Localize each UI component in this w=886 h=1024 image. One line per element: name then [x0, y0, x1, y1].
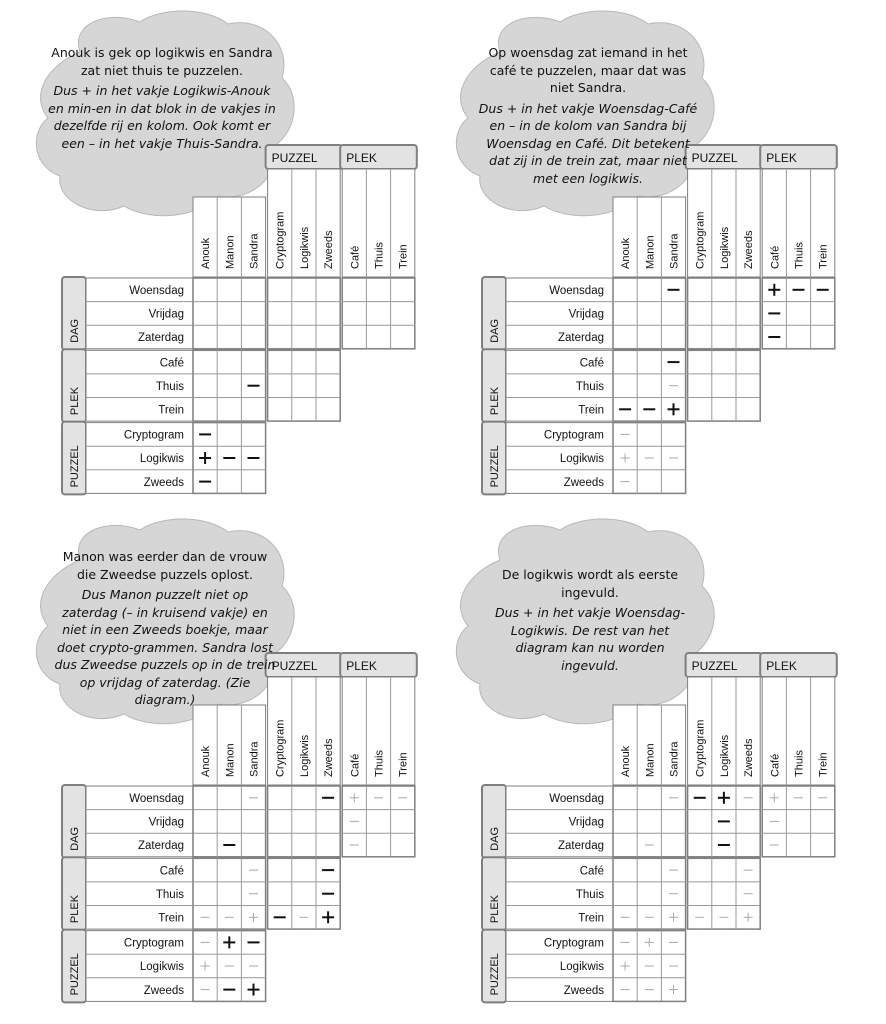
column-header-label: Manon [644, 235, 657, 269]
column-header-label: Trein [397, 244, 410, 269]
column-header-label: Anouk [620, 745, 633, 777]
puzzel-group-label: PUZZEL [69, 953, 81, 996]
cell-block [613, 786, 686, 857]
cell-block [268, 278, 341, 349]
row-label: Thuis [155, 888, 184, 901]
column-header-label: Manon [224, 743, 237, 777]
row-label: Trein [578, 404, 604, 417]
hint-statement: De logikwis wordt als eerste ingevuld. [501, 567, 679, 600]
column-header-label: Logikwis [298, 734, 311, 777]
row-label: Café [159, 865, 184, 878]
puzzel-header-label: PUZZEL [691, 151, 738, 165]
cell-block [268, 350, 341, 421]
hint-explanation: Dus + in het vakje Woensdag-Café en – in de kolom van Sandra bij Woensdag en Café. Dit betekent dat zij in de trein zat, maar niet met een logikwis. [478, 100, 698, 186]
cell-block [193, 786, 266, 857]
plek-header-label: PLEK [766, 151, 797, 165]
dag-group-label: DAG [69, 318, 81, 343]
puzzel-header-label: PUZZEL [271, 659, 318, 673]
plek-header-label: PLEK [766, 659, 797, 673]
column-header-label: Sandra [248, 741, 261, 777]
row-label: Trein [578, 912, 604, 925]
row-label: Woensdag [549, 285, 604, 297]
row-label: Logikwis [559, 961, 604, 974]
column-header-label: Café [769, 245, 782, 269]
cell-block [268, 786, 341, 857]
row-label: Vrijdag [568, 816, 604, 829]
column-header-label: Manon [644, 743, 657, 777]
column-header-label: Manon [224, 235, 237, 269]
column-header-label: Thuis [793, 242, 806, 269]
puzzle-panel-4 [420, 508, 860, 1020]
dag-group-label: DAG [69, 826, 81, 851]
column-header-label: Anouk [620, 237, 633, 269]
row-label: Vrijdag [148, 308, 184, 321]
row-label: Café [579, 865, 604, 878]
row-label: Café [159, 357, 184, 370]
row-label: Cryptogram [543, 937, 604, 950]
column-header-label: Cryptogram [694, 719, 707, 777]
puzzle-panel-3 [0, 508, 440, 1020]
column-header-label: Zweeds [323, 738, 336, 777]
column-header-label: Zweeds [743, 230, 756, 269]
column-header-label: Thuis [373, 242, 386, 269]
hint-explanation: Dus + in het vakje Logikwis-Anouk en min-en in dat blok in de vakjes in dezelfde rij en kolom. Ook komt er een – in het vakje Thuis-Sandra. [48, 83, 276, 151]
row-label: Trein [158, 404, 184, 417]
puzzel-group-label: PUZZEL [489, 445, 501, 488]
row-label: Thuis [575, 380, 604, 393]
row-label: Logikwis [139, 453, 184, 466]
cell-block [342, 278, 415, 349]
hint-cloud-4 [492, 566, 688, 674]
row-label: Thuis [155, 380, 184, 393]
plek-group-label: PLEK [489, 386, 501, 416]
column-header-label: Anouk [200, 237, 213, 269]
row-label: Woensdag [549, 793, 604, 805]
row-label: Zweeds [143, 476, 184, 489]
hint-statement: Op woensdag zat iemand in het café te puzzelen, maar dat was niet Sandra. [488, 45, 688, 95]
column-header-label: Logikwis [718, 226, 731, 269]
puzzel-group-label: PUZZEL [489, 953, 501, 996]
dag-group-label: DAG [489, 826, 501, 851]
column-header-label: Thuis [793, 750, 806, 777]
column-header-label: Logikwis [718, 734, 731, 777]
column-header-label: Trein [397, 752, 410, 777]
column-header-label: Sandra [668, 233, 681, 269]
column-header-label: Trein [817, 244, 830, 269]
row-label: Café [579, 357, 604, 370]
plek-group-label: PLEK [69, 894, 81, 924]
plek-header-label: PLEK [346, 659, 377, 673]
column-header-label: Cryptogram [274, 211, 287, 269]
column-header-label: Zweeds [743, 738, 756, 777]
column-header-label: Sandra [248, 233, 261, 269]
hint-explanation: Dus + in het vakje Woensdag-Logikwis. De rest van het diagram kan nu worden ingevuld. [495, 605, 685, 673]
row-label: Cryptogram [543, 429, 604, 442]
plek-header-label: PLEK [346, 151, 377, 165]
column-header-label: Thuis [373, 750, 386, 777]
column-header-label: Cryptogram [694, 211, 707, 269]
row-label: Woensdag [129, 793, 184, 805]
row-label: Zweeds [563, 476, 604, 489]
cell-block [688, 278, 761, 349]
column-header-label: Logikwis [298, 226, 311, 269]
column-header-label: Café [769, 753, 782, 777]
hint-cloud-2 [478, 44, 698, 187]
row-label: Zweeds [563, 984, 604, 997]
hint-statement: Manon was eerder dan de vrouw die Zweedse puzzels oplost. [62, 549, 268, 582]
column-header-label: Café [349, 753, 362, 777]
hint-explanation: Dus Manon puzzelt niet op zaterdag (– in kruisend vakje) en niet in een Zweeds boekje, maar doet crypto-grammen. Sandra lost dus Zweedse puzzels op in de trein op vrijdag of zaterdag. (Zie diagram.) [54, 587, 276, 707]
puzzel-header-label: PUZZEL [271, 151, 318, 165]
row-label: Zweeds [143, 984, 184, 997]
row-label: Cryptogram [123, 429, 184, 442]
row-label: Logikwis [559, 453, 604, 466]
hint-statement: Anouk is gek op logikwis en Sandra zat niet thuis te puzzelen. [51, 45, 273, 78]
column-header-label: Cryptogram [274, 719, 287, 777]
puzzel-group-label: PUZZEL [69, 445, 81, 488]
row-label: Woensdag [129, 285, 184, 297]
row-label: Trein [158, 912, 184, 925]
row-label: Thuis [575, 888, 604, 901]
row-label: Cryptogram [123, 937, 184, 950]
plek-group-label: PLEK [489, 894, 501, 924]
row-label: Zaterdag [557, 840, 604, 853]
column-header-label: Café [349, 245, 362, 269]
row-label: Zaterdag [557, 332, 604, 345]
dag-group-label: DAG [489, 318, 501, 343]
cell-block [193, 278, 266, 349]
column-header-label: Trein [817, 752, 830, 777]
row-label: Logikwis [139, 961, 184, 974]
row-label: Zaterdag [137, 332, 184, 345]
row-label: Vrijdag [148, 816, 184, 829]
cell-block [613, 278, 686, 349]
column-header-label: Zweeds [323, 230, 336, 269]
cell-block [688, 350, 761, 421]
column-header-label: Anouk [200, 745, 213, 777]
hint-cloud-1 [46, 44, 278, 152]
row-label: Vrijdag [568, 308, 604, 321]
puzzle-panel-1 [0, 0, 440, 512]
column-header-label: Sandra [668, 741, 681, 777]
puzzle-panel-2 [420, 0, 860, 512]
plek-group-label: PLEK [69, 386, 81, 416]
puzzel-header-label: PUZZEL [691, 659, 738, 673]
hint-cloud-3 [54, 548, 276, 709]
row-label: Zaterdag [137, 840, 184, 853]
